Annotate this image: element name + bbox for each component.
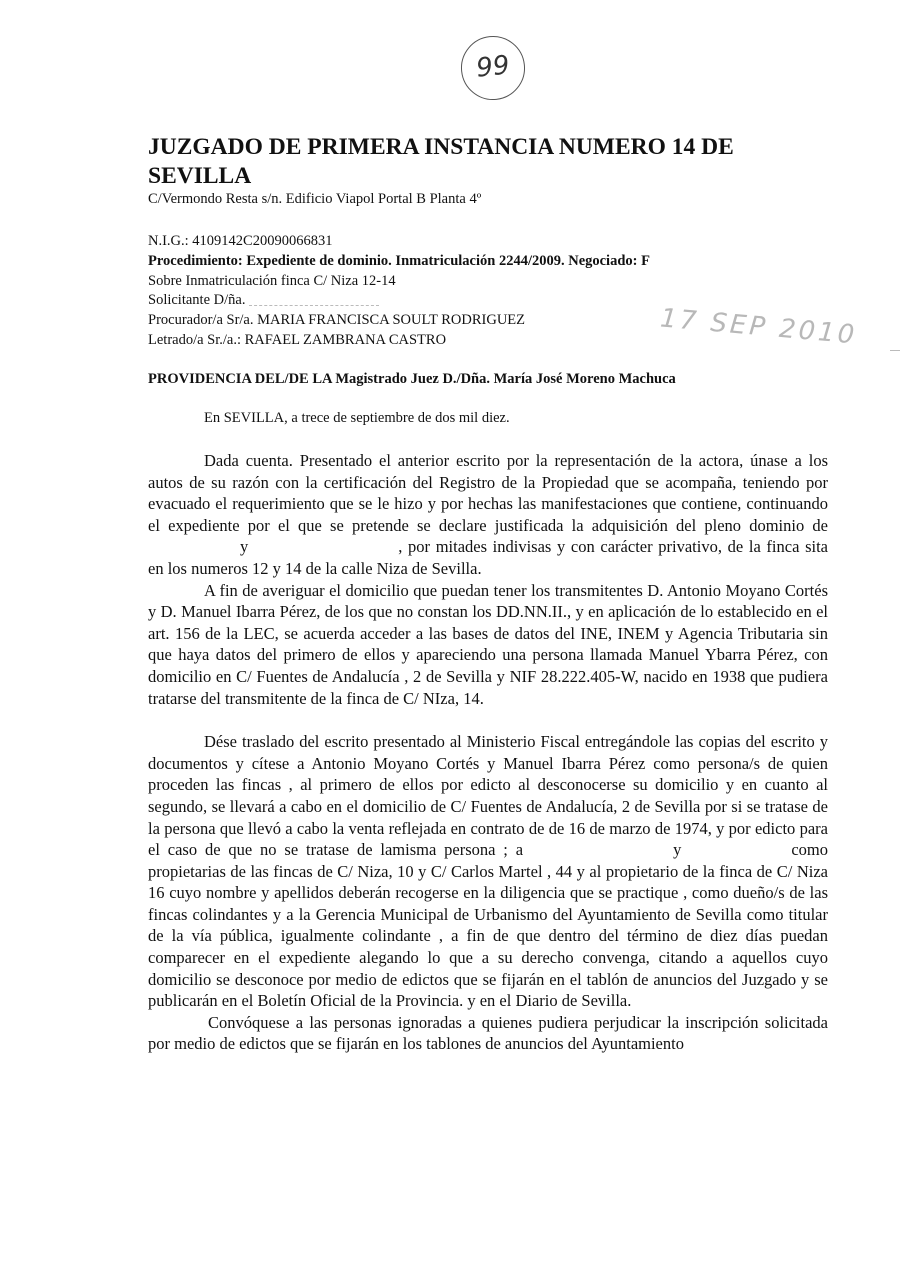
paragraph-3-text-b: y: [673, 840, 682, 860]
paragraph-3-text-c: como propietarias de las fincas de C/ Niza, 10 y C/ Carlos Martel , 44 y al propietario de la finca de C/ Niza 16 cuyo nombre y apellidos deberán recogerse en la diligencia que se practique , como dueño/s de las fincas colindantes y a la Gerencia Municipal de Urbanismo del Ayuntamiento de Sevilla como titular de la vía pública, igualmente colindante , a fin de que dentro del término de diez días puedan comparecer en el expediente alegando lo que a su derecho convenga, citando a aquellos cuyo domicilio se desconoce por medio de edictos que se fijarán en el tablón de anuncios del Juzgado y se publicarán en el Boletín Oficial de la Provincia. y en el Diario de Sevilla.: [148, 840, 828, 1011]
sobre-line: Sobre Inmatriculación finca C/ Niza 12-14: [148, 272, 396, 289]
paragraph-3: [148, 731, 828, 1012]
court-address: C/Vermondo Resta s/n. Edificio Viapol Portal B Planta 4º: [148, 191, 482, 207]
date-line: En SEVILLA, a trece de septiembre de dos mil diez.: [204, 410, 510, 426]
solicitante-label: Solicitante D/ña.: [148, 292, 246, 309]
handwritten-page-number: 99: [458, 33, 528, 103]
body-text: [148, 450, 828, 1055]
court-title: JUZGADO DE PRIMERA INSTANCIA NUMERO 14 DE SEVILLA: [148, 134, 734, 189]
paragraph-2: A fin de averiguar el domicilio que puedan tener los transmitentes D. Antonio Moyano Cortés y D. Manuel Ibarra Pérez, de los que no constan los DD.NN.II., y en aplicación de lo establecido en el art. 156 de la LEC, se acuerda acceder a las bases de datos del INE, INEM y Agencia Tributaria sin que haya datos del primero de ellos y apareciendo una persona llamada Manuel Ybarra Pérez, con domicilio en C/ Fuentes de Andalucía , 2 de Sevilla y NIF 28.222.405-W, nacido en 1938 que pudiera tratarse del transmitente de la finca de C/ NIza, 14.: [148, 580, 828, 708]
case-details: [148, 232, 788, 351]
solicitante-line: [148, 291, 788, 311]
paragraph-1-text-a: Dada cuenta. Presentado el anterior escrito por la representación de la actora, únase a los autos de su razón con la certificación del Registro de la Propiedad que se acompaña, teniendo por evacuado el requerimiento que se le hizo y por hechas las manifestaciones que contiene, continuando el expediente por el que se pretende se declare justificada la adquisición del pleno dominio de: [148, 451, 828, 535]
paragraph-1-text-b: y: [240, 537, 249, 557]
paragraph-1-text-c: , por mitades indivisas y con carácter privativo, de la finca sita en los numeros 12 y 14 de la calle Niza de Sevilla.: [148, 537, 828, 578]
procedimiento-line: Procedimiento: Expediente de dominio. Inmatriculación 2244/2009. Negociado: F: [148, 252, 650, 269]
letrado-line: Letrado/a Sr./a.: RAFAEL ZAMBRANA CASTRO: [148, 331, 447, 348]
nig-line: N.I.G.: 4109142C20090066831: [148, 233, 333, 249]
procurador-line: Procurador/a Sr/a. MARIA FRANCISCA SOULT RODRIGUEZ: [148, 312, 526, 329]
providencia-heading: PROVIDENCIA DEL/DE LA Magistrado Juez D./Dña. María José Moreno Machuca: [148, 371, 676, 387]
paragraph-4: Convóquese a las personas ignoradas a quienes pudiera perjudicar la inscripción solicitada por medio de edictos que se fijarán en los tablones de anuncios del Ayuntamiento: [148, 1012, 828, 1054]
margin-mark: [890, 350, 900, 351]
paragraph-1: [148, 450, 828, 580]
redacted-name: [249, 297, 379, 306]
received-date-stamp: 17 SEP 2010: [659, 303, 859, 351]
paragraph-3-text-a: Dése traslado del escrito presentado al Ministerio Fiscal entregándole las copias del escrito y documentos y cítese a Antonio Moyano Cortés y Manuel Ibarra Pérez como persona/s de quien proceden las fincas , al primero de ellos por edicto al desconocerse su domicilio y en cuanto al segundo, se llevará a cabo en el domicilio de C/ Fuentes de Andalucía, 2 de Sevilla por si se tratase de la persona que llevó a cabo la venta reflejada en contrato de de 16 de marzo de 1974, y por edicto para el caso de que no se tratase de lamisma persona ; a: [148, 732, 828, 860]
